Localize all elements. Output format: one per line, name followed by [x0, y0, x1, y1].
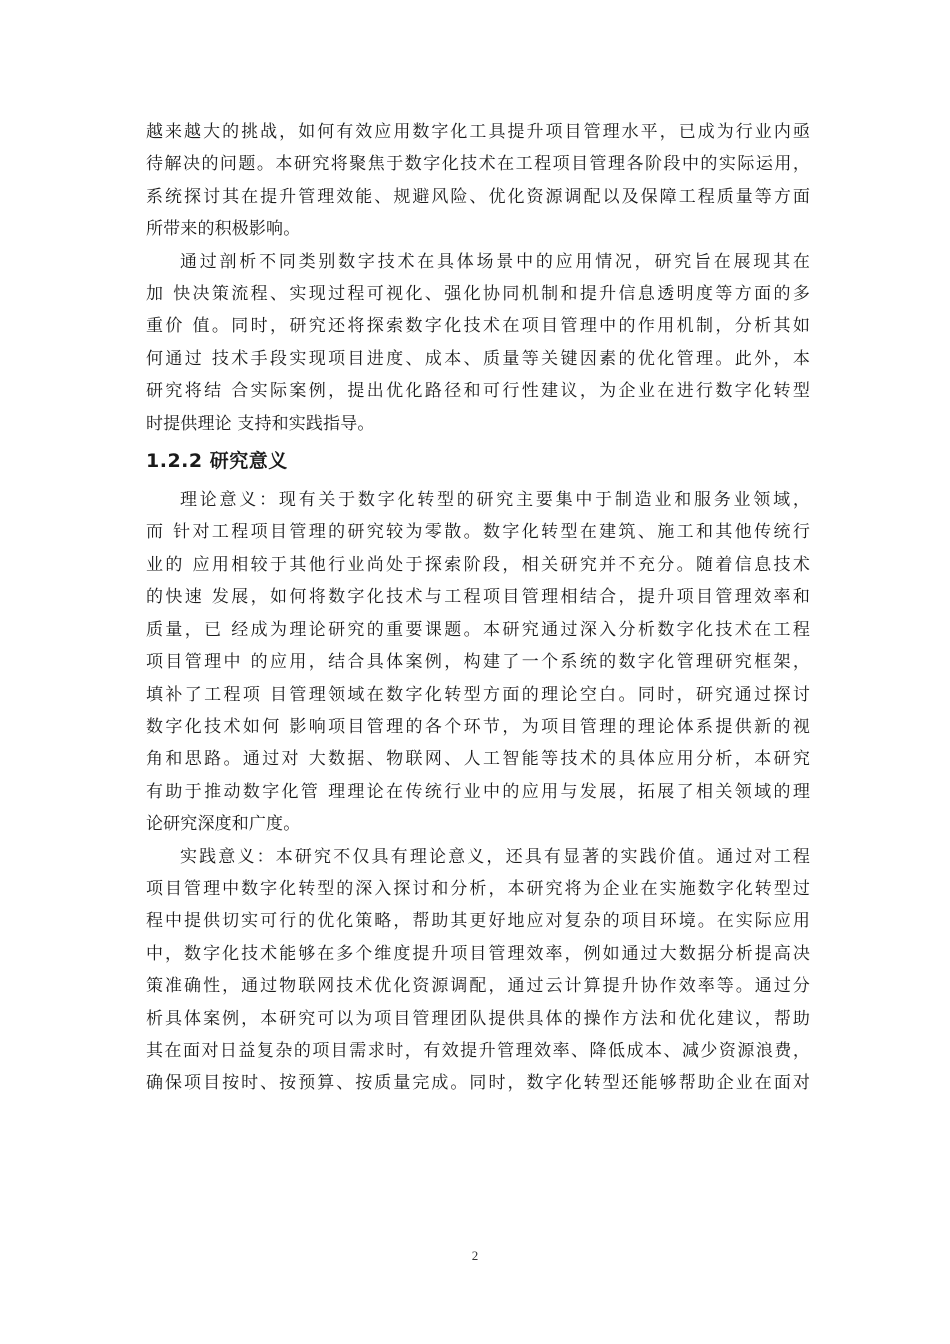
paragraph-research-aim	[146, 246, 810, 440]
text-line: 中，数字化技术能够在多个维度提升项目管理效率，例如通过大数据分析提高决	[146, 943, 810, 964]
text-line: 项目管理中数字化转型的深入探讨和分析，本研究将为企业在实施数字化转型过	[146, 878, 810, 899]
text-line: 项目管理中 的应用，结合具体案例，构建了一个系统的数字化管理研究框架，	[146, 652, 810, 673]
text-line: 填补了工程项 目管理领域在数字化转型方面的理论空白。同时，研究通过探讨	[146, 684, 810, 705]
section-heading: 1.2.2 研究意义	[146, 450, 288, 473]
text-line: 待解决的问题。本研究将聚焦于数字化技术在工程项目管理各阶段中的实际运用，	[146, 154, 810, 175]
text-line: 程中提供切实可行的优化策略，帮助其更好地应对复杂的项目环境。在实际应用	[146, 911, 810, 932]
page-number: 2	[471, 1248, 479, 1263]
text-line: 系统探讨其在提升管理效能、规避风险、优化资源调配以及保障工程质量等方面	[146, 186, 810, 207]
text-line: 重价 值。同时，研究还将探索数字化技术在项目管理中的作用机制，分析其如	[146, 316, 810, 337]
paragraph-challenge	[146, 116, 810, 246]
text-line: 何通过 技术手段实现项目进度、成本、质量等关键因素的优化管理。此外，本	[146, 348, 810, 369]
text-line: 析具体案例，本研究可以为项目管理团队提供具体的操作方法和优化建议，帮助	[146, 1008, 810, 1029]
text-line: 而 针对工程项目管理的研究较为零散。数字化转型在建筑、施工和其他传统行	[146, 522, 810, 543]
text-line: 质量，已 经成为理论研究的重要课题。本研究通过深入分析数字化技术在工程	[146, 619, 810, 640]
text-line: 数字化技术如何 影响项目管理的各个环节，为项目管理的理论体系提供新的视	[146, 716, 810, 737]
text-line: 有助于推动数字化管 理理论在传统行业中的应用与发展，拓展了相关领域的理	[146, 781, 810, 802]
text-line: 业的 应用相较于其他行业尚处于探索阶段，相关研究并不充分。随着信息技术	[146, 554, 810, 575]
text-line: 的快速 发展，如何将数字化技术与工程项目管理相结合，提升项目管理效率和	[146, 587, 810, 608]
text-line: 实践意义：本研究不仅具有理论意义，还具有显著的实践价值。通过对工程	[180, 846, 810, 867]
text-line: 其在面对日益复杂的项目需求时，有效提升管理效率、降低成本、减少资源浪费，	[146, 1040, 810, 1061]
text-line: 理论意义：现有关于数字化转型的研究主要集中于制造业和服务业领域，	[180, 490, 810, 511]
text-line: 策准确性，通过物联网技术优化资源调配，通过云计算提升协作效率等。通过分	[146, 976, 810, 997]
text-line: 论研究深度和广度。	[146, 814, 301, 835]
document-body	[146, 116, 810, 1100]
text-line: 越来越大的挑战，如何有效应用数字化工具提升项目管理水平，已成为行业内亟	[146, 122, 810, 142]
text-line: 通过剖析不同类别数字技术在具体场景中的应用情况，研究旨在展现其在	[180, 251, 810, 272]
text-line: 时提供理论 支持和实践指导。	[146, 413, 375, 434]
text-line: 加 快决策流程、实现过程可视化、强化协同机制和提升信息透明度等方面的多	[146, 284, 810, 305]
text-line: 研究将结 合实际案例，提出优化路径和可行性建议，为企业在进行数字化转型	[146, 381, 810, 402]
text-line: 所带来的积极影响。	[146, 219, 301, 240]
text-line: 角和思路。通过对 大数据、物联网、人工智能等技术的具体应用分析，本研究	[146, 749, 810, 770]
paragraph-practical-significance	[146, 841, 810, 1100]
text-line: 确保项目按时、按预算、按质量完成。同时，数字化转型还能够帮助企业在面对	[146, 1073, 810, 1094]
paragraph-theoretical-significance	[146, 484, 810, 840]
